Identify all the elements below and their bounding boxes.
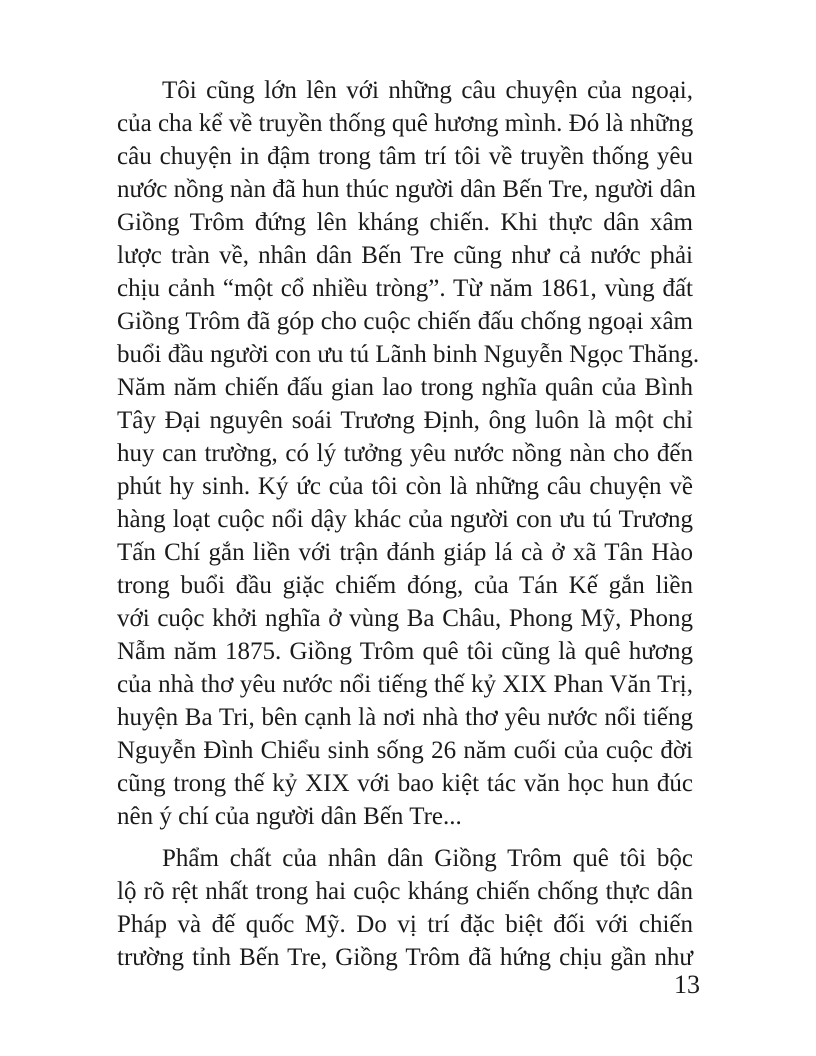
text-line: nên ý chí của người dân Bến Tre... [117,803,462,830]
text-line: với cuộc khởi nghĩa ở vùng Ba Châu, Phong Mỹ, Phong [117,605,693,632]
text-line: của nhà thơ yêu nước nổi tiếng thế kỷ XIX Phan Văn Trị, [117,671,693,698]
text-line: Pháp và đế quốc Mỹ. Do vị trí đặc biệt đối với chiến [117,911,693,938]
text-line: lược tràn về, nhân dân Bến Tre cũng như cả nước phải [117,242,693,269]
text-line: huy can trường, có lý tưởng yêu nước nồng nàn cho đến [117,440,693,467]
text-line: huyện Ba Tri, bên cạnh là nơi nhà thơ yêu nước nổi tiếng [117,704,693,731]
text-line: Tôi cũng lớn lên với những câu chuyện của ngoại, [162,77,693,104]
page-number: 13 [674,970,700,999]
text-line: câu chuyện in đậm trong tâm trí tôi về truyền thống yêu [117,143,693,170]
text-line: Tây Đại nguyên soái Trương Định, ông luôn là một chỉ [117,407,693,434]
text-line: buổi đầu người con ưu tú Lãnh binh Nguyễn Ngọc Thăng. [117,341,700,368]
text-line: Nẫm năm 1875. Giồng Trôm quê tôi cũng là quê hương [117,638,693,665]
text-line: của cha kể về truyền thống quê hương mình. Đó là những [117,110,694,137]
text-line: hàng loạt cuộc nổi dậy khác của người con ưu tú Trương [117,506,693,533]
text-line: cũng trong thế kỷ XIX với bao kiệt tác văn học hun đúc [117,770,693,797]
text-line: Năm năm chiến đấu gian lao trong nghĩa quân của Bình [117,374,693,401]
text-line: Nguyễn Đình Chiểu sinh sống 26 năm cuối của cuộc đời [117,737,693,764]
text-line: Phẩm chất của nhân dân Giồng Trôm quê tôi bộc [162,845,693,872]
text-line: phút hy sinh. Ký ức của tôi còn là những câu chuyện về [117,473,693,500]
text-line: trong buổi đầu giặc chiếm đóng, của Tán Kế gắn liền [117,572,693,599]
text-line: Giồng Trôm đứng lên kháng chiến. Khi thực dân xâm [117,209,693,236]
text-line: trường tỉnh Bến Tre, Giồng Trôm đã hứng chịu gần như [117,944,693,971]
text-line: chịu cảnh “một cổ nhiều tròng”. Từ năm 1861, vùng đất [117,275,693,302]
text-line: Tấn Chí gắn liền với trận đánh giáp lá cà ở xã Tân Hào [117,539,693,566]
text-line: Giồng Trôm đã góp cho cuộc chiến đấu chống ngoại xâm [117,308,693,335]
text-line: lộ rõ rệt nhất trong hai cuộc kháng chiến chống thực dân [117,878,693,905]
text-line: nước nồng nàn đã hun thúc người dân Bến Tre, người dân [117,176,696,203]
